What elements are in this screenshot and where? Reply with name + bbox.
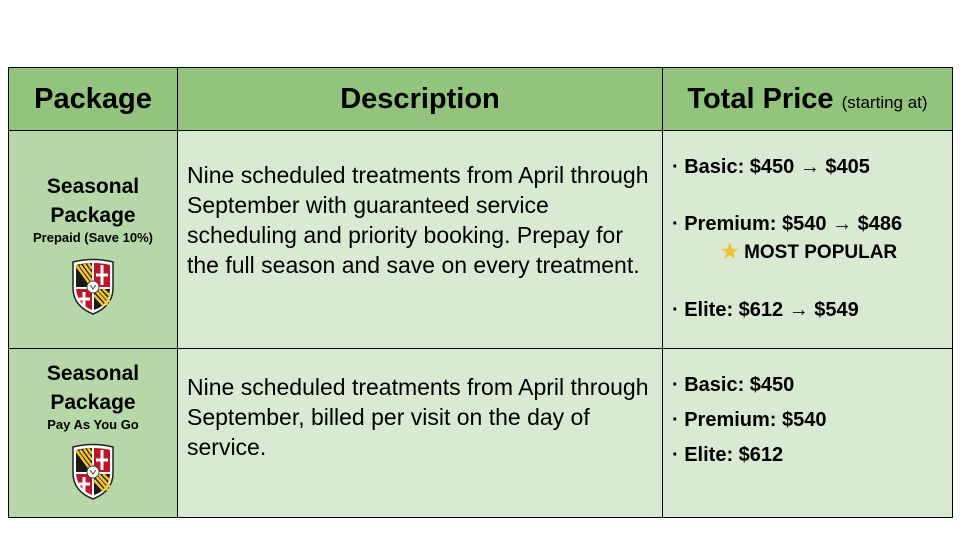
maryland-crest-icon: [70, 258, 116, 316]
price-elite: · Elite: $612: [672, 444, 784, 466]
star-icon: ★: [720, 241, 739, 263]
description-cell: [178, 131, 663, 349]
table-row: [9, 349, 953, 518]
price-basic: · Basic: $450: [672, 374, 795, 396]
package-name-line2: Package: [50, 391, 136, 414]
price-premium: · Premium: $540: [672, 409, 827, 431]
package-subtitle: Pay As You Go: [47, 417, 139, 432]
price-premium: · Premium: $540 → $486: [672, 213, 903, 235]
package-name-line1: Seasonal: [46, 175, 140, 198]
description-text: Nine scheduled treatments from April through September with guaranteed service scheduling and priority booking. Prepay for the full season and save on every treatment.: [187, 162, 649, 278]
package-subtitle: Prepaid (Save 10%): [33, 230, 153, 245]
package-name-line2: Package: [50, 204, 136, 227]
table-row: [9, 131, 953, 349]
price-basic: · Basic: $450 → $405: [672, 156, 870, 178]
header-package: Package: [9, 68, 178, 131]
most-popular-label: MOST POPULAR: [744, 242, 898, 263]
header-row: [9, 68, 953, 131]
package-cell: [9, 349, 178, 518]
package-name-line1: Seasonal: [46, 362, 140, 385]
price-elite: · Elite: $612 → $549: [672, 299, 859, 321]
description-text: Nine scheduled treatments from April through September, billed per visit on the day of service.: [187, 374, 649, 460]
description-cell: [178, 349, 663, 518]
package-cell: [9, 131, 178, 349]
price-cell: [663, 131, 953, 349]
maryland-crest-icon: [70, 443, 116, 501]
header-price-note: (starting at): [841, 92, 928, 112]
header-total-price: Total Price (starting at): [663, 68, 953, 131]
price-cell: [663, 349, 953, 518]
most-popular-badge: [672, 240, 946, 265]
header-description: Description: [178, 68, 663, 131]
pricing-table: [8, 67, 953, 518]
